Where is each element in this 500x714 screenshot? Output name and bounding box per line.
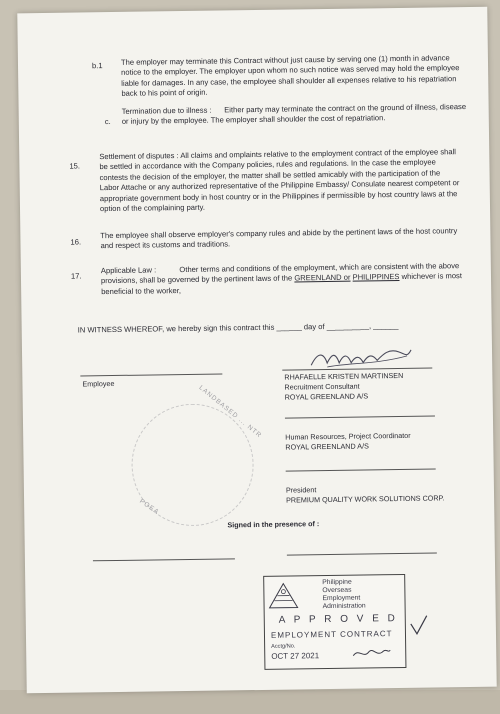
stamp-contract: EMPLOYMENT CONTRACT [270, 629, 393, 640]
clause-17-greenland: GREENLAND or [294, 273, 351, 283]
clause-15-text: Settlement of disputes : All claims and omplaints relative to the employment contract of the employee shall be settled in accordance with the Company policies, rules and regulations. In the case the employee contests the decision of the employer, the matter shall be settled amicably with the participation of the Labor Attache or any authorized representative of the Philippine Embassy/ Consulate nearest competent or appropriate government body in host country or in the Philippines if permissible by host country laws at the option of the complaining party. [99, 147, 460, 214]
stamp-initials-signature [351, 645, 391, 662]
stamp-approved: A P P R O V E D [278, 613, 398, 626]
contract-page [17, 7, 496, 693]
check-mark-icon [408, 614, 430, 638]
president-signature-line [286, 469, 436, 472]
clause-c-text: Termination due to illness : Either party may terminate the contract on the ground of illness, disease or injury by the employee. The employer shall shoulder the cost of repatriation. [121, 102, 469, 127]
stamp-agency-line3: Employment [322, 594, 361, 603]
stamp-date: OCT 27 2021 [271, 651, 320, 661]
poea-approval-stamp [263, 574, 406, 670]
clause-17-body-b: whichever is most beneficial to the worker, [101, 271, 463, 296]
employee-signature-line [80, 373, 222, 376]
witness-statement: IN WITNESS WHEREOF, we hereby sign this contract this ______ day of __________, ______ [77, 321, 399, 335]
clause-17-heading: Applicable Law : [100, 265, 157, 276]
background-surface [0, 690, 500, 714]
president-title: President [285, 485, 317, 495]
clause-17-body-a: Other terms and conditions of the employment, which are consistent with the above provisions, shall be governed by the pertinent laws of the [100, 261, 460, 286]
stamp-agency-line2: Overseas [322, 586, 352, 595]
hr-title: Human Resources, Project Coordinator [285, 430, 411, 442]
seal-arc-text: LANDBASED ... NTR [197, 384, 263, 440]
clause-16-text: The employee shall observe employer's company rules and abide by the pertinent laws of the host country and respect its customs and traditions. [100, 226, 458, 251]
employee-label: Employee [82, 378, 115, 389]
presence-label: Signed in the presence of : [227, 519, 320, 530]
poea-logo-icon [268, 582, 298, 608]
recruiter-title: Recruitment Consultant [284, 381, 360, 392]
clause-c-number: c. [104, 117, 111, 127]
clause-16-number: 16. [70, 237, 82, 247]
hr-signature-line [285, 416, 435, 419]
witness-2-line [287, 553, 437, 556]
hr-company: ROYAL GREENLAND A/S [285, 441, 369, 452]
recruiter-company: ROYAL GREENLAND A/S [284, 391, 369, 402]
clause-b1-number: b.1 [91, 61, 103, 71]
witness-1-line [93, 558, 235, 561]
stamp-acct-label: Acctg/No. [271, 643, 296, 650]
president-company: PREMIUM QUALITY WORK SOLUTIONS CORP. [286, 493, 445, 505]
clause-15-number: 15. [69, 161, 81, 171]
stamp-agency-line1: Philippine [322, 578, 352, 587]
recruiter-name: RHAFAELLE KRISTEN MARTINSEN [284, 370, 404, 382]
seal-lower-text: POEA [138, 497, 161, 517]
clause-17-philippines: PHILIPPINES [352, 272, 400, 283]
clause-17-number: 17. [70, 271, 82, 281]
stamp-agency-line4: Administration [322, 602, 366, 611]
clause-b1-text: The employer may terminate this Contract without just cause by serving one (1) month in advance notice to the employer. The employer upon whom no such notice was served may hold the employee liable for damages. In any case, the employee shall shoulder all expenses relative to his repatriation back to his point of origin. [120, 53, 460, 99]
clause-17-text [101, 261, 463, 297]
